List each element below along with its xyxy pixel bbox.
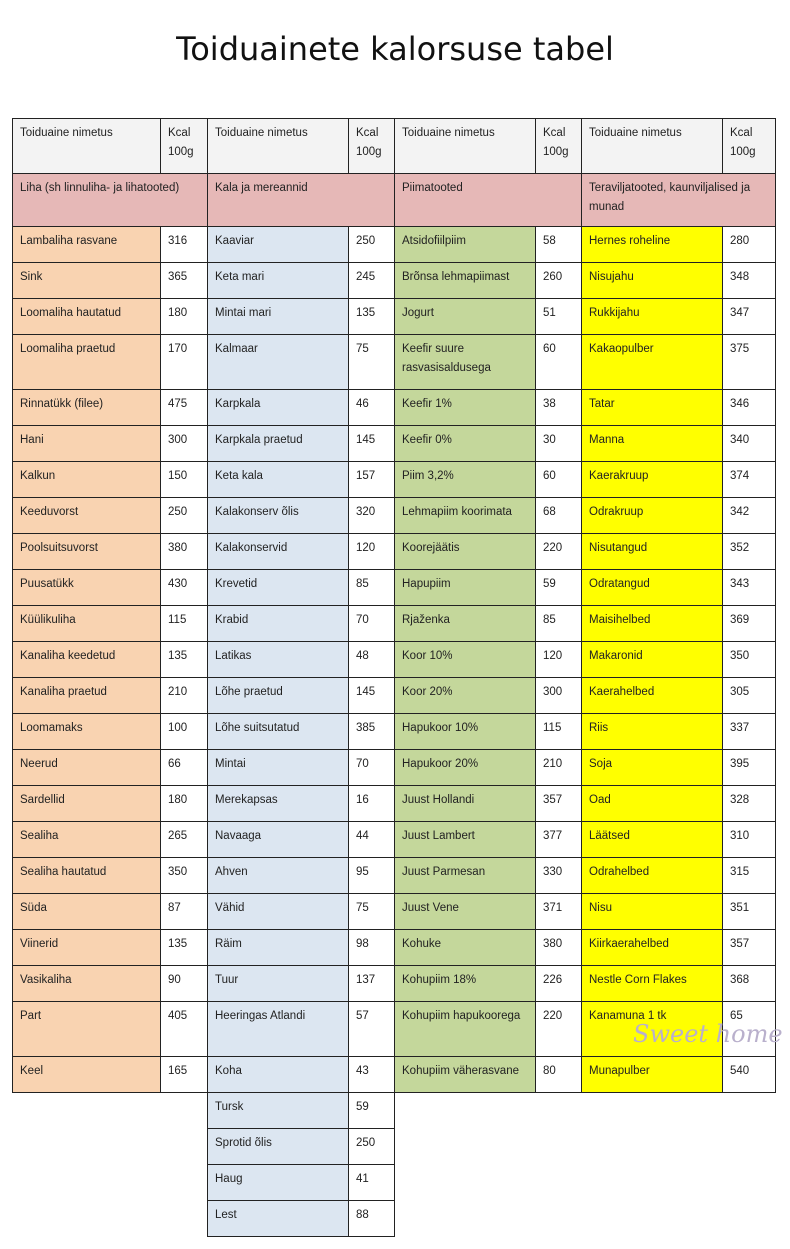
category-cell: Piimatooted (395, 174, 582, 227)
food-name-cell: Koor 20% (395, 678, 536, 714)
kcal-cell: 170 (161, 335, 208, 390)
kcal-cell: 357 (723, 930, 776, 966)
food-name-cell: Süda (13, 894, 161, 930)
calorie-table (12, 118, 776, 1237)
kcal-cell: 90 (161, 966, 208, 1002)
food-name-cell: Kohupiim väherasvane (395, 1057, 536, 1093)
food-name-cell: Räim (208, 930, 349, 966)
header-kcal-cell: Kcal 100g (161, 119, 208, 174)
table-row (13, 390, 776, 426)
kcal-cell: 120 (536, 642, 582, 678)
food-name-cell: Soja (582, 750, 723, 786)
kcal-cell: 135 (161, 930, 208, 966)
food-name-cell: Kanaliha praetud (13, 678, 161, 714)
food-name-cell: Keefir 0% (395, 426, 536, 462)
kcal-cell: 210 (161, 678, 208, 714)
kcal-cell: 305 (723, 678, 776, 714)
food-name-cell: Keta kala (208, 462, 349, 498)
kcal-cell: 380 (536, 930, 582, 966)
kcal-cell: 350 (161, 858, 208, 894)
food-name-cell: Tursk (208, 1093, 349, 1129)
kcal-cell: 46 (349, 390, 395, 426)
kcal-cell: 371 (536, 894, 582, 930)
food-name-cell: Kakaopulber (582, 335, 723, 390)
food-name-cell: Rukkijahu (582, 299, 723, 335)
table-row (13, 750, 776, 786)
kcal-cell: 260 (536, 263, 582, 299)
category-cell: Kala ja mereannid (208, 174, 395, 227)
category-cell: Liha (sh linnuliha- ja lihatooted) (13, 174, 208, 227)
kcal-cell: 87 (161, 894, 208, 930)
kcal-cell: 41 (349, 1165, 395, 1201)
table-row (13, 498, 776, 534)
food-name-cell: Loomaliha hautatud (13, 299, 161, 335)
page-title: Toiduainete kalorsuse tabel (176, 30, 614, 68)
table-row (13, 1093, 776, 1129)
kcal-cell: 80 (536, 1057, 582, 1093)
table-row (13, 1201, 776, 1237)
food-name-cell: Sardellid (13, 786, 161, 822)
kcal-cell: 340 (723, 426, 776, 462)
empty-cell (13, 1165, 208, 1201)
food-name-cell: Tatar (582, 390, 723, 426)
kcal-cell: 43 (349, 1057, 395, 1093)
kcal-cell: 357 (536, 786, 582, 822)
food-name-cell: Part (13, 1002, 161, 1057)
food-name-cell: Kohuke (395, 930, 536, 966)
empty-cell (395, 1165, 776, 1201)
table-row (13, 1002, 776, 1057)
kcal-cell: 70 (349, 750, 395, 786)
food-name-cell: Merekapsas (208, 786, 349, 822)
food-name-cell: Sealiha (13, 822, 161, 858)
kcal-cell: 540 (723, 1057, 776, 1093)
food-name-cell: Latikas (208, 642, 349, 678)
food-name-cell: Karpkala praetud (208, 426, 349, 462)
kcal-cell: 30 (536, 426, 582, 462)
food-name-cell: Kalkun (13, 462, 161, 498)
food-name-cell: Kaerahelbed (582, 678, 723, 714)
food-name-cell: Koorejäätis (395, 534, 536, 570)
food-name-cell: Odrahelbed (582, 858, 723, 894)
kcal-cell: 430 (161, 570, 208, 606)
empty-cell (395, 1093, 776, 1129)
food-name-cell: Mintai (208, 750, 349, 786)
header-kcal-cell: Kcal 100g (723, 119, 776, 174)
kcal-cell: 343 (723, 570, 776, 606)
food-name-cell: Riis (582, 714, 723, 750)
kcal-cell: 180 (161, 786, 208, 822)
kcal-cell: 220 (536, 1002, 582, 1057)
kcal-cell: 369 (723, 606, 776, 642)
empty-cell (395, 1201, 776, 1237)
kcal-cell: 68 (536, 498, 582, 534)
kcal-cell: 60 (536, 462, 582, 498)
kcal-cell: 245 (349, 263, 395, 299)
table-row (13, 894, 776, 930)
kcal-cell: 59 (536, 570, 582, 606)
food-name-cell: Keefir 1% (395, 390, 536, 426)
kcal-cell: 352 (723, 534, 776, 570)
kcal-cell: 374 (723, 462, 776, 498)
food-name-cell: Nestle Corn Flakes (582, 966, 723, 1002)
kcal-cell: 150 (161, 462, 208, 498)
kcal-cell: 145 (349, 678, 395, 714)
kcal-cell: 320 (349, 498, 395, 534)
header-name-cell: Toiduaine nimetus (395, 119, 536, 174)
kcal-cell: 16 (349, 786, 395, 822)
kcal-cell: 210 (536, 750, 582, 786)
kcal-cell: 48 (349, 642, 395, 678)
food-name-cell: Kohupiim hapukoorega (395, 1002, 536, 1057)
food-name-cell: Lambaliha rasvane (13, 227, 161, 263)
food-name-cell: Kanaliha keedetud (13, 642, 161, 678)
kcal-cell: 59 (349, 1093, 395, 1129)
food-name-cell: Brõnsa lehmapiimast (395, 263, 536, 299)
table-row (13, 1057, 776, 1093)
food-name-cell: Hapukoor 10% (395, 714, 536, 750)
kcal-cell: 316 (161, 227, 208, 263)
food-name-cell: Hapupiim (395, 570, 536, 606)
food-name-cell: Vähid (208, 894, 349, 930)
kcal-cell: 365 (161, 263, 208, 299)
kcal-cell: 375 (723, 335, 776, 390)
kcal-cell: 58 (536, 227, 582, 263)
food-name-cell: Keeduvorst (13, 498, 161, 534)
kcal-cell: 145 (349, 426, 395, 462)
food-name-cell: Rinnatükk (filee) (13, 390, 161, 426)
kcal-cell: 328 (723, 786, 776, 822)
food-name-cell: Heeringas Atlandi (208, 1002, 349, 1057)
food-name-cell: Kalakonservid (208, 534, 349, 570)
kcal-cell: 395 (723, 750, 776, 786)
food-name-cell: Kaerakruup (582, 462, 723, 498)
food-name-cell: Küülikuliha (13, 606, 161, 642)
food-name-cell: Keta mari (208, 263, 349, 299)
food-name-cell: Lõhe praetud (208, 678, 349, 714)
kcal-cell: 380 (161, 534, 208, 570)
kcal-cell: 300 (161, 426, 208, 462)
kcal-cell: 350 (723, 642, 776, 678)
food-name-cell: Sink (13, 263, 161, 299)
food-name-cell: Mintai mari (208, 299, 349, 335)
table-row (13, 642, 776, 678)
kcal-cell: 70 (349, 606, 395, 642)
kcal-cell: 475 (161, 390, 208, 426)
kcal-cell: 342 (723, 498, 776, 534)
kcal-cell: 85 (349, 570, 395, 606)
food-name-cell: Hani (13, 426, 161, 462)
empty-cell (13, 1129, 208, 1165)
table-row (13, 822, 776, 858)
food-name-cell: Lõhe suitsutatud (208, 714, 349, 750)
table-row (13, 426, 776, 462)
food-name-cell: Nisu (582, 894, 723, 930)
food-name-cell: Juust Parmesan (395, 858, 536, 894)
kcal-cell: 300 (536, 678, 582, 714)
empty-cell (13, 1093, 208, 1129)
food-name-cell: Haug (208, 1165, 349, 1201)
kcal-cell: 368 (723, 966, 776, 1002)
food-name-cell: Lest (208, 1201, 349, 1237)
kcal-cell: 226 (536, 966, 582, 1002)
kcal-cell: 250 (349, 227, 395, 263)
food-name-cell: Nisujahu (582, 263, 723, 299)
food-name-cell: Viinerid (13, 930, 161, 966)
food-name-cell: Puusatükk (13, 570, 161, 606)
food-name-cell: Juust Vene (395, 894, 536, 930)
kcal-cell: 137 (349, 966, 395, 1002)
food-name-cell: Neerud (13, 750, 161, 786)
food-name-cell: Tuur (208, 966, 349, 1002)
food-name-cell: Loomamaks (13, 714, 161, 750)
kcal-cell: 330 (536, 858, 582, 894)
kcal-cell: 405 (161, 1002, 208, 1057)
food-name-cell: Keel (13, 1057, 161, 1093)
kcal-cell: 135 (349, 299, 395, 335)
food-name-cell: Kalakonserv õlis (208, 498, 349, 534)
food-name-cell: Vasikaliha (13, 966, 161, 1002)
table-row (13, 858, 776, 894)
food-name-cell: Atsidofiilpiim (395, 227, 536, 263)
kcal-cell: 115 (536, 714, 582, 750)
food-name-cell: Sprotid õlis (208, 1129, 349, 1165)
food-name-cell: Piim 3,2% (395, 462, 536, 498)
food-name-cell: Rjaženka (395, 606, 536, 642)
kcal-cell: 75 (349, 894, 395, 930)
kcal-cell: 44 (349, 822, 395, 858)
food-name-cell: Koor 10% (395, 642, 536, 678)
kcal-cell: 250 (349, 1129, 395, 1165)
kcal-cell: 85 (536, 606, 582, 642)
food-name-cell: Nisutangud (582, 534, 723, 570)
food-name-cell: Krevetid (208, 570, 349, 606)
kcal-cell: 51 (536, 299, 582, 335)
kcal-cell: 38 (536, 390, 582, 426)
category-row (13, 174, 776, 227)
kcal-cell: 157 (349, 462, 395, 498)
food-name-cell: Ahven (208, 858, 349, 894)
kcal-cell: 60 (536, 335, 582, 390)
food-name-cell: Juust Hollandi (395, 786, 536, 822)
food-name-cell: Kanamuna 1 tk (582, 1002, 723, 1057)
table-row (13, 534, 776, 570)
kcal-cell: 351 (723, 894, 776, 930)
kcal-cell: 57 (349, 1002, 395, 1057)
table-row (13, 1129, 776, 1165)
watermark: Sweet home (633, 1020, 783, 1048)
food-name-cell: Loomaliha praetud (13, 335, 161, 390)
food-name-cell: Karpkala (208, 390, 349, 426)
food-name-cell: Läätsed (582, 822, 723, 858)
kcal-cell: 347 (723, 299, 776, 335)
kcal-cell: 135 (161, 642, 208, 678)
table-row (13, 462, 776, 498)
kcal-cell: 280 (723, 227, 776, 263)
table-row (13, 678, 776, 714)
table-row (13, 335, 776, 390)
header-name-cell: Toiduaine nimetus (13, 119, 161, 174)
kcal-cell: 265 (161, 822, 208, 858)
food-name-cell: Maisihelbed (582, 606, 723, 642)
food-name-cell: Krabid (208, 606, 349, 642)
kcal-cell: 95 (349, 858, 395, 894)
kcal-cell: 65 (723, 1002, 776, 1057)
header-kcal-cell: Kcal 100g (349, 119, 395, 174)
food-name-cell: Poolsuitsuvorst (13, 534, 161, 570)
food-name-cell: Kohupiim 18% (395, 966, 536, 1002)
table-row (13, 263, 776, 299)
kcal-cell: 180 (161, 299, 208, 335)
food-name-cell: Sealiha hautatud (13, 858, 161, 894)
empty-cell (395, 1129, 776, 1165)
food-name-cell: Odrakruup (582, 498, 723, 534)
food-name-cell: Kaaviar (208, 227, 349, 263)
table-row (13, 786, 776, 822)
table-row (13, 714, 776, 750)
food-name-cell: Lehmapiim koorimata (395, 498, 536, 534)
table-row (13, 930, 776, 966)
food-name-cell: Manna (582, 426, 723, 462)
food-name-cell: Hapukoor 20% (395, 750, 536, 786)
kcal-cell: 165 (161, 1057, 208, 1093)
food-name-cell: Keefir suure rasvasisaldusega (395, 335, 536, 390)
kcal-cell: 385 (349, 714, 395, 750)
food-name-cell: Juust Lambert (395, 822, 536, 858)
empty-cell (13, 1201, 208, 1237)
table-row (13, 570, 776, 606)
table-row (13, 966, 776, 1002)
kcal-cell: 88 (349, 1201, 395, 1237)
category-cell: Teraviljatooted, kaunviljalised ja munad (582, 174, 776, 227)
kcal-cell: 377 (536, 822, 582, 858)
header-row (13, 119, 776, 174)
kcal-cell: 310 (723, 822, 776, 858)
food-name-cell: Kalmaar (208, 335, 349, 390)
food-name-cell: Kiirkaerahelbed (582, 930, 723, 966)
food-name-cell: Koha (208, 1057, 349, 1093)
kcal-cell: 66 (161, 750, 208, 786)
food-name-cell: Makaronid (582, 642, 723, 678)
food-name-cell: Oad (582, 786, 723, 822)
header-kcal-cell: Kcal 100g (536, 119, 582, 174)
kcal-cell: 220 (536, 534, 582, 570)
kcal-cell: 98 (349, 930, 395, 966)
kcal-cell: 115 (161, 606, 208, 642)
kcal-cell: 348 (723, 263, 776, 299)
food-name-cell: Jogurt (395, 299, 536, 335)
food-name-cell: Navaaga (208, 822, 349, 858)
header-name-cell: Toiduaine nimetus (582, 119, 723, 174)
header-name-cell: Toiduaine nimetus (208, 119, 349, 174)
kcal-cell: 75 (349, 335, 395, 390)
kcal-cell: 337 (723, 714, 776, 750)
table-row (13, 606, 776, 642)
food-name-cell: Hernes roheline (582, 227, 723, 263)
table-row (13, 299, 776, 335)
kcal-cell: 250 (161, 498, 208, 534)
food-name-cell: Odratangud (582, 570, 723, 606)
kcal-cell: 346 (723, 390, 776, 426)
table-row (13, 1165, 776, 1201)
table-row (13, 227, 776, 263)
kcal-cell: 120 (349, 534, 395, 570)
kcal-cell: 315 (723, 858, 776, 894)
food-name-cell: Munapulber (582, 1057, 723, 1093)
kcal-cell: 100 (161, 714, 208, 750)
